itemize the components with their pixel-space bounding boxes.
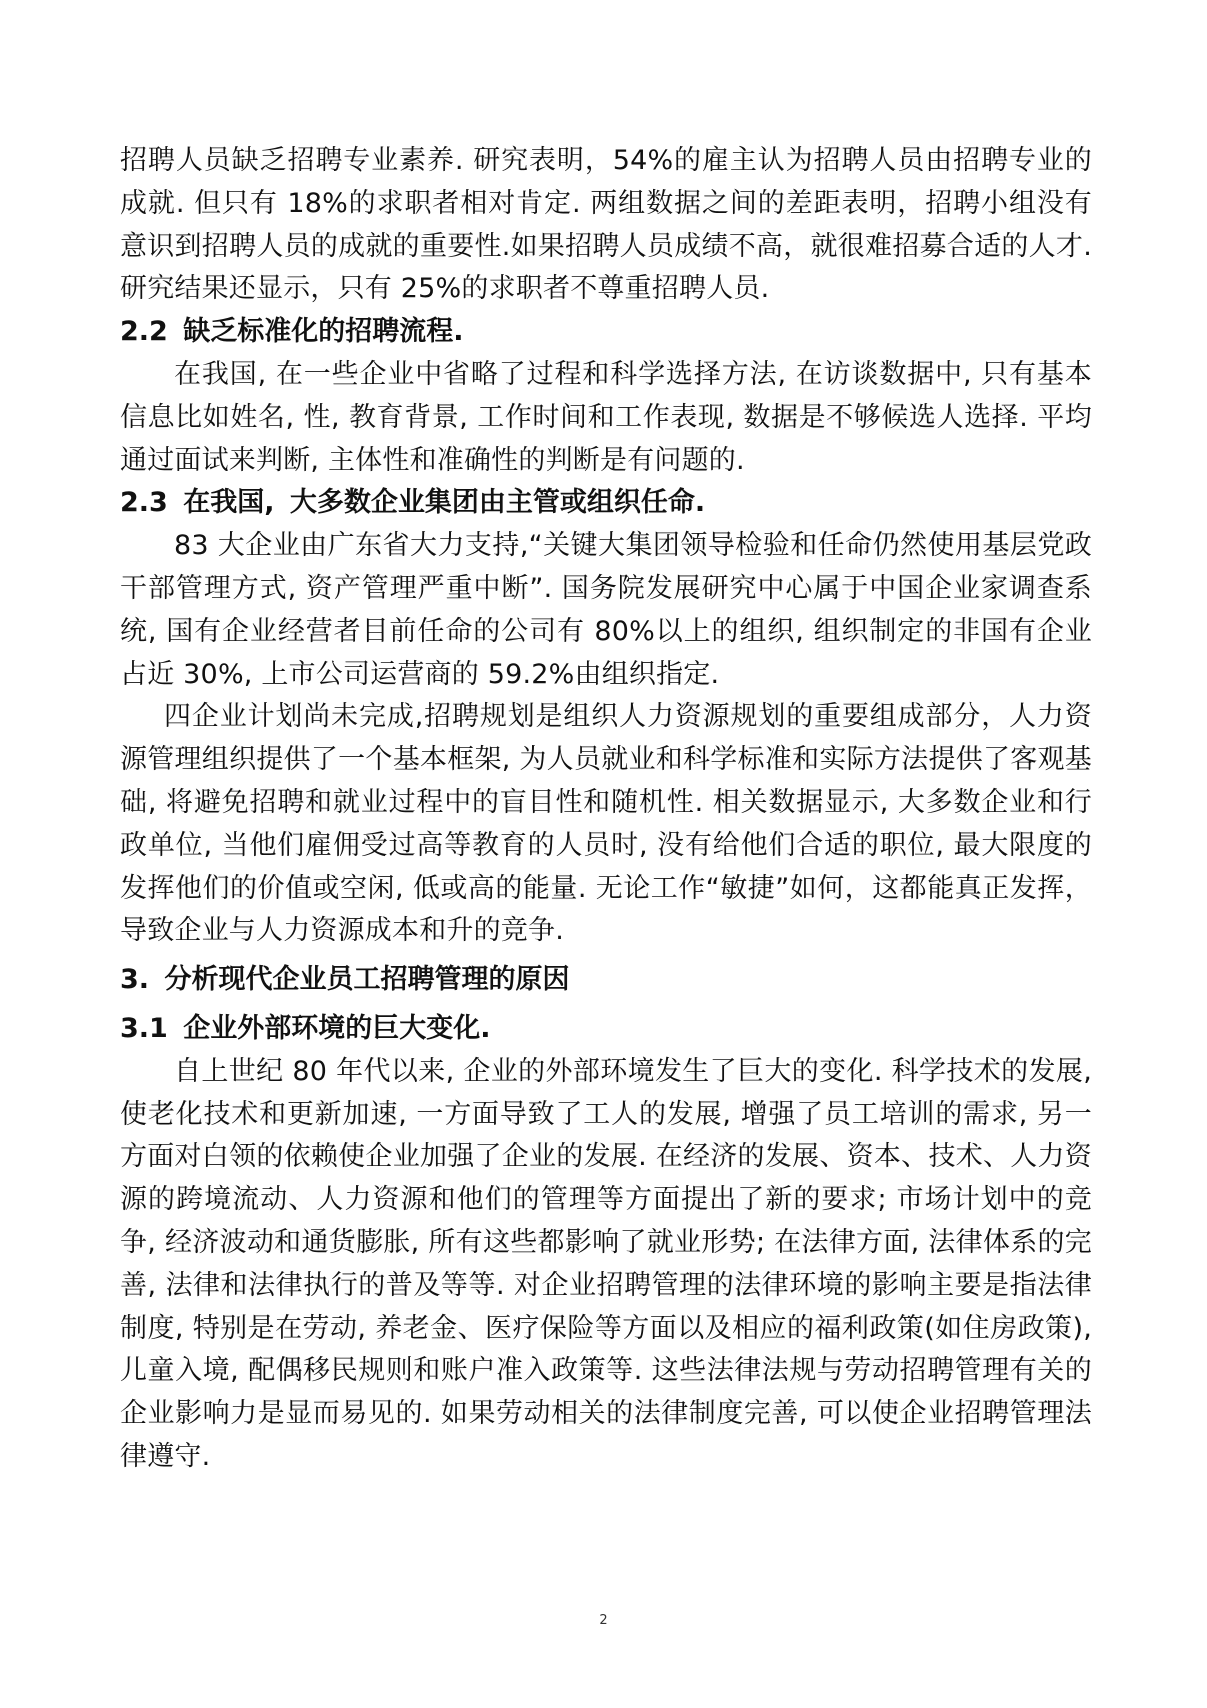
page-content [120, 140, 1092, 1479]
paragraph-appointment-data: 83 大企业由广东省大力支持,“关键大集团领导检验和任命仍然使用基层党政干部管理方式, 资产管理严重中断”. 国务院发展研究中心属于中国企业家调查系统, 国有企业经营者目前任命的公司有 80%以上的组织, 组织制定的非国有企业占近 30%, 上市公司运营商的 59.2%由组织指定. [120, 530, 1092, 690]
section-heading-3: 3. 分析现代企业员工招聘管理的原因 [120, 964, 570, 996]
paragraph-standardized-process: 在我国, 在一些企业中省略了过程和科学选择方法, 在访谈数据中, 只有基本信息比如姓名, 性, 教育背景, 工作时间和工作表现, 数据是不够候选人选择. 平均通过面试来判断, 主体性和准确性的判断是有问题的. [120, 358, 1092, 476]
paragraph-recruiter-professionalism: 招聘人员缺乏招聘专业素养. 研究表明，54%的雇主认为招聘人员由招聘专业的成就. 但只有 18%的求职者相对肯定. 两组数据之间的差距表明，招聘小组没有意识到招聘人员的成就的重要性.如果招聘人员成绩不高，就很难招募合适的人才. 研究结果还显示，只有 25%的求职者不尊重招聘人员. [120, 145, 1092, 305]
section-heading-3-1: 3.1 企业外部环境的巨大变化. [120, 1012, 491, 1044]
section-heading-2-3: 2.3 在我国, 大多数企业集团由主管或组织任命. [120, 487, 706, 519]
paragraph-recruitment-planning: 四企业计划尚未完成,招聘规划是组织人力资源规划的重要组成部分，人力资源管理组织提供了一个基本框架, 为人员就业和科学标准和实际方法提供了客观基础, 将避免招聘和就业过程中的盲目性和随机性. 相关数据显示, 大多数企业和行政单位, 当他们雇佣受过高等教育的人员时, 没有给他们合适的职位, 最大限度的发挥他们的价值或空闲, 低或高的能量. 无论工作“敏捷”如何，这都能真正发挥，导致企业与人力资源成本和升的竞争. [120, 701, 1092, 947]
page-number: 2 [599, 1613, 608, 1628]
section-heading-2-2: 2.2 缺乏标准化的招聘流程. [120, 316, 464, 348]
paragraph-external-environment: 自上世纪 80 年代以来, 企业的外部环境发生了巨大的变化. 科学技术的发展, 使老化技术和更新加速, 一方面导致了工人的发展, 增强了员工培训的需求, 另一方面对白领的依赖使企业加强了企业的发展. 在经济的发展、资本、技术、人力资源的跨境流动、人力资源和他们的管理等方面提出了新的要求; 市场计划中的竞争, 经济波动和通货膨胀, 所有这些都影响了就业形势; 在法律方面, 法律体系的完善, 法律和法律执行的普及等等. 对企业招聘管理的法律环境的影响主要是指法律制度, 特别是在劳动, 养老金、医疗保险等方面以及相应的福利政策(如住房政策), 儿童入境, 配偶移民规则和账户准入政策等. 这些法律法规与劳动招聘管理有关的企业影响力是显而易见的. 如果劳动相关的法律制度完善, 可以使企业招聘管理法律遵守. [120, 1055, 1092, 1472]
